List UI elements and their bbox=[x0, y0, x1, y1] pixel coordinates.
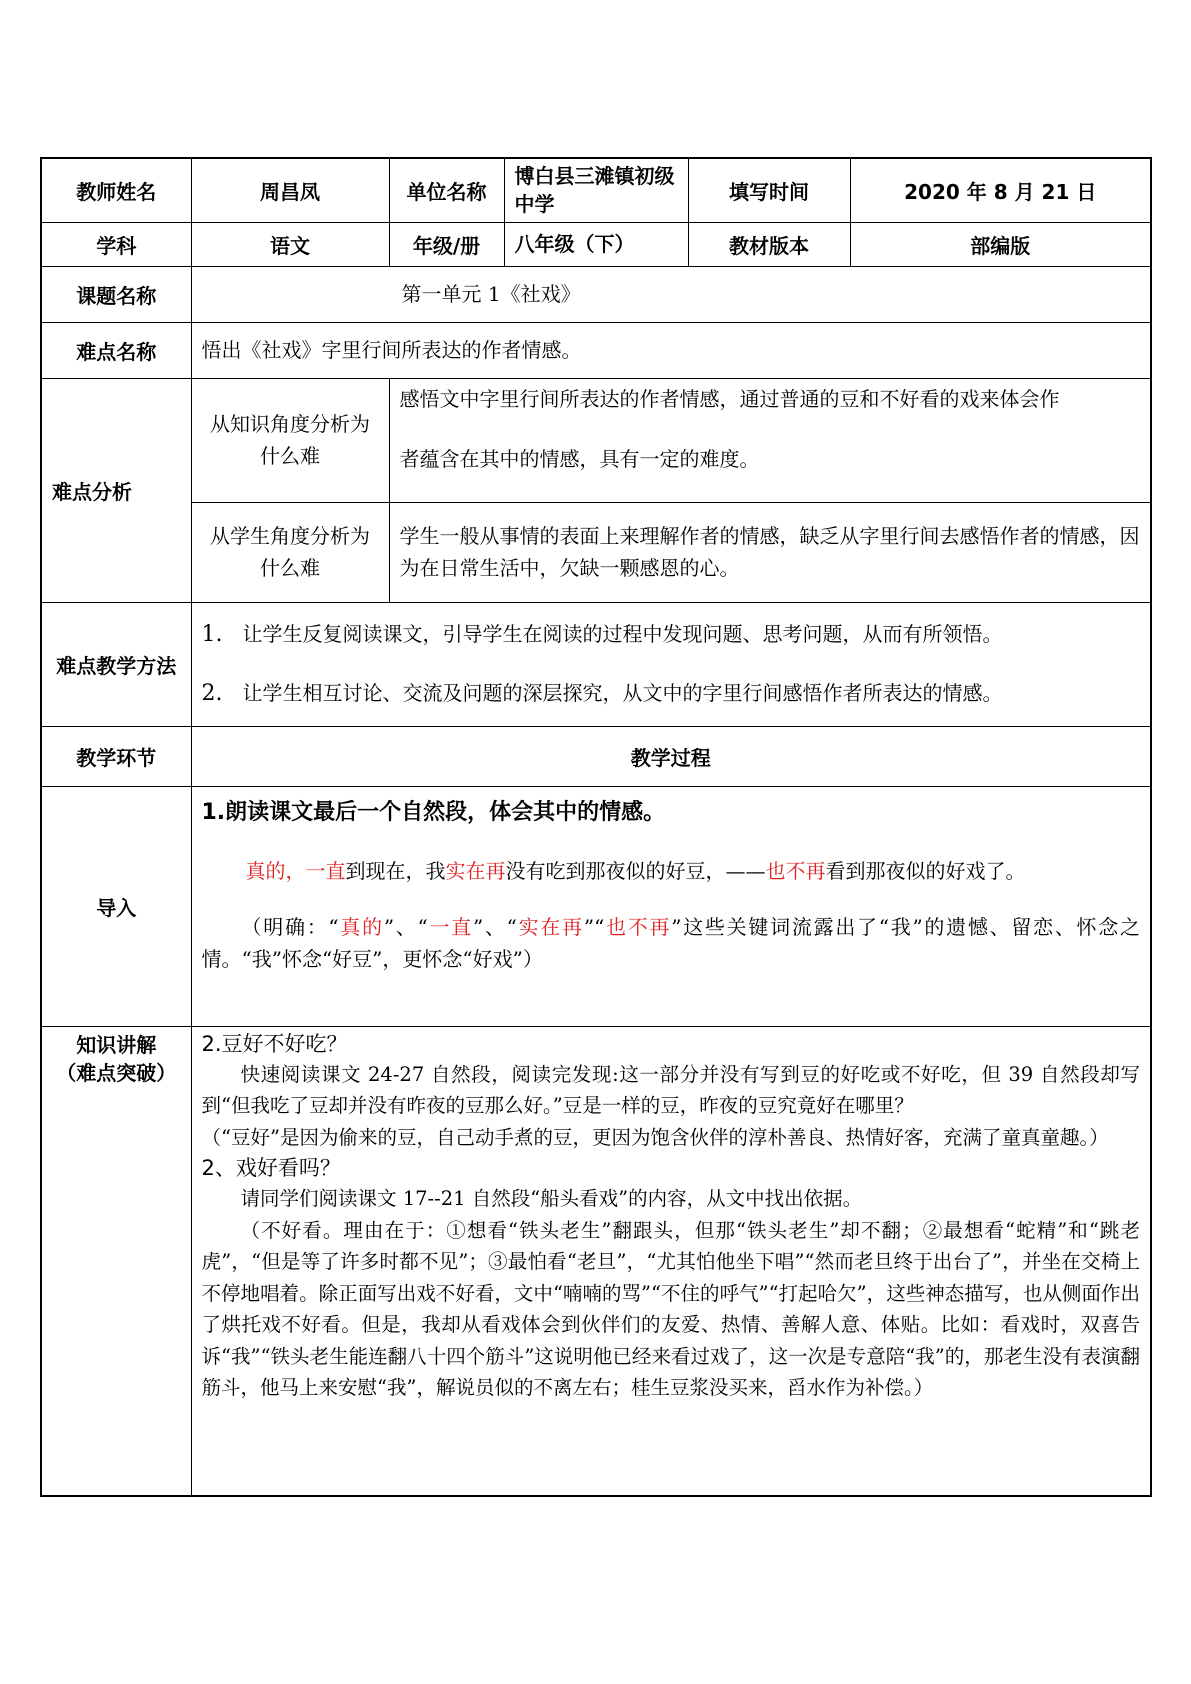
quote-emphasis-1: 真的， bbox=[245, 858, 306, 883]
knowledge-label-line-1: 知识讲解 bbox=[76, 1032, 157, 1057]
quote-emphasis-2: 一直 bbox=[305, 858, 346, 883]
knowledge-angle-text bbox=[389, 378, 1151, 502]
intro-label: 导入 bbox=[41, 786, 191, 1026]
unit-label: 单位名称 bbox=[389, 158, 504, 222]
note-text-3: ”、“ bbox=[472, 914, 517, 939]
note-text-1: （明确：“ bbox=[241, 914, 339, 939]
subject-value: 语文 bbox=[191, 222, 389, 266]
grade-value: 八年级（下） bbox=[504, 222, 688, 266]
analysis-row-knowledge bbox=[41, 378, 1151, 502]
date-value: 2020 年 8 月 21 日 bbox=[850, 158, 1151, 222]
topic-value: 第一单元 1《社戏》 bbox=[191, 266, 1151, 322]
knowledge-row bbox=[41, 1026, 1151, 1496]
student-angle-label: 从学生角度分析为什么难 bbox=[191, 502, 389, 602]
student-angle-text: 学生一般从事情的表面上来理解作者的情感，缺乏从字里行间去感悟作者的情感，因为在日常生活中，欠缺一颗感恩的心。 bbox=[389, 502, 1151, 602]
bean-question: 2.豆好不好吃？ bbox=[201, 1031, 348, 1056]
quote-text-2: 没有吃到那夜似的好豆，—— bbox=[505, 858, 766, 883]
knowledge-angle-line-2: 者蕴含在其中的情感，具有一定的难度。 bbox=[399, 446, 760, 471]
bean-paragraph-1: 快速阅读课文 24-27 自然段，阅读完发现:这一部分并没有写到豆的好吃或不好吃，但 39 自然段却写到“但我吃了豆却并没有昨夜的豆那么好。”豆是一样的豆，昨夜的豆究竟好在哪里？ bbox=[201, 1062, 1140, 1117]
analysis-label: 难点分析 bbox=[41, 378, 191, 602]
date-label: 填写时间 bbox=[688, 158, 850, 222]
quote-text-1: 到现在，我 bbox=[345, 858, 446, 883]
knowledge-content bbox=[191, 1026, 1151, 1496]
method-row bbox=[41, 602, 1151, 726]
edition-label: 教材版本 bbox=[688, 222, 850, 266]
analysis-row-student bbox=[41, 502, 1151, 602]
knowledge-angle-line-1: 感悟文中字里行间所表达的作者情感，通过普通的豆和不好看的戏来体会作 bbox=[399, 386, 1060, 411]
method-item-1 bbox=[202, 618, 1141, 651]
note-text-4: ”“ bbox=[583, 914, 605, 939]
opera-paragraph-1: 请同学们阅读课文 17--21 自然段“船头看戏”的内容，从文中找出依据。 bbox=[240, 1187, 863, 1210]
teacher-name: 周昌凤 bbox=[191, 158, 389, 222]
difficulty-value: 悟出《社戏》字里行间所表达的作者情感。 bbox=[191, 322, 1151, 378]
subject-label: 学科 bbox=[41, 222, 191, 266]
note-emphasis-3: 实在再 bbox=[516, 914, 584, 939]
method-label: 难点教学方法 bbox=[41, 602, 191, 726]
note-emphasis-2: 一直 bbox=[427, 914, 473, 939]
intro-heading: 1.朗读课文最后一个自然段，体会其中的情感。 bbox=[201, 799, 666, 825]
method-item-2 bbox=[202, 677, 1141, 710]
opera-question: 2、戏好看吗？ bbox=[201, 1156, 341, 1180]
note-emphasis-1: 真的 bbox=[338, 914, 384, 939]
teacher-label: 教师姓名 bbox=[41, 158, 191, 222]
header-row-2 bbox=[41, 222, 1151, 266]
intro-row bbox=[41, 786, 1151, 1026]
method-item-1-num: 1. bbox=[201, 622, 223, 647]
quote-text-3: 看到那夜似的好戏了。 bbox=[825, 858, 1026, 883]
opera-paragraph-2: （不好看。理由在于：①想看“铁头老生”翻跟头，但那“铁头老生”却不翻；②最想看“蛇精”和“跳老虎”，“但是等了许多时都不见”；③最怕看“老旦”，“尤其怕他坐下唱”“然而老旦终于出台了”，并坐在交椅上不停地唱着。除正面写出戏不好看，文中“喃喃的骂”“不住的呼气”“打起哈欠”，这些神态描写，也从侧面作出了烘托戏不好看。但是，我却从看戏体会到伙伴们的友爱、热情、善解人意、体贴。比如：看戏时，双喜告诉“我”“铁头老生能连翻八十四个筋斗”这说明他已经来看过戏了，这一次是专意陪“我”的，那老生没有表演翻筋斗，他马上来安慰“我”，解说员似的不离左右；桂生豆浆没买来，舀水作为补偿。） bbox=[201, 1218, 1140, 1399]
difficulty-label: 难点名称 bbox=[41, 322, 191, 378]
intro-quote bbox=[202, 855, 1141, 887]
unit-name: 博白县三滩镇初级中学 bbox=[504, 158, 688, 222]
lesson-plan-table bbox=[40, 157, 1152, 1497]
note-text-2: ”、“ bbox=[383, 914, 428, 939]
edition-value: 部编版 bbox=[850, 222, 1151, 266]
process-header: 教学过程 bbox=[191, 726, 1151, 786]
knowledge-angle-label: 从知识角度分析为什么难 bbox=[191, 378, 389, 502]
stage-header: 教学环节 bbox=[41, 726, 191, 786]
quote-emphasis-3: 实在再 bbox=[445, 858, 506, 883]
quote-emphasis-4: 也不再 bbox=[765, 858, 826, 883]
topic-row bbox=[41, 266, 1151, 322]
lesson-plan-page bbox=[40, 157, 1150, 1497]
note-emphasis-4: 也不再 bbox=[604, 914, 672, 939]
method-item-1-text: 让学生反复阅读课文，引导学生在阅读的过程中发现问题、思考问题，从而有所领悟。 bbox=[242, 622, 1003, 646]
header-row-1 bbox=[41, 158, 1151, 222]
topic-label: 课题名称 bbox=[41, 266, 191, 322]
difficulty-row bbox=[41, 322, 1151, 378]
process-header-row bbox=[41, 726, 1151, 786]
method-list bbox=[191, 602, 1151, 726]
method-item-2-text: 让学生相互讨论、交流及问题的深层探究，从文中的字里行间感悟作者所表达的情感。 bbox=[242, 681, 1003, 705]
knowledge-label-line-2: （难点突破） bbox=[56, 1060, 177, 1085]
note-text-5: ”这些关键词流露出了“我”的遗憾、留恋、怀念之情。“我”怀念“好豆”，更怀念“好戏”） bbox=[201, 914, 1141, 971]
knowledge-label bbox=[41, 1026, 191, 1496]
intro-content bbox=[191, 786, 1151, 1026]
method-item-2-num: 2. bbox=[201, 681, 223, 706]
bean-paragraph-2: （“豆好”是因为偷来的豆，自己动手煮的豆，更因为饱含伙伴的淳朴善良、热情好客，充满了童真童趣。） bbox=[201, 1125, 1109, 1149]
intro-note bbox=[202, 911, 1141, 975]
grade-label: 年级/册 bbox=[389, 222, 504, 266]
